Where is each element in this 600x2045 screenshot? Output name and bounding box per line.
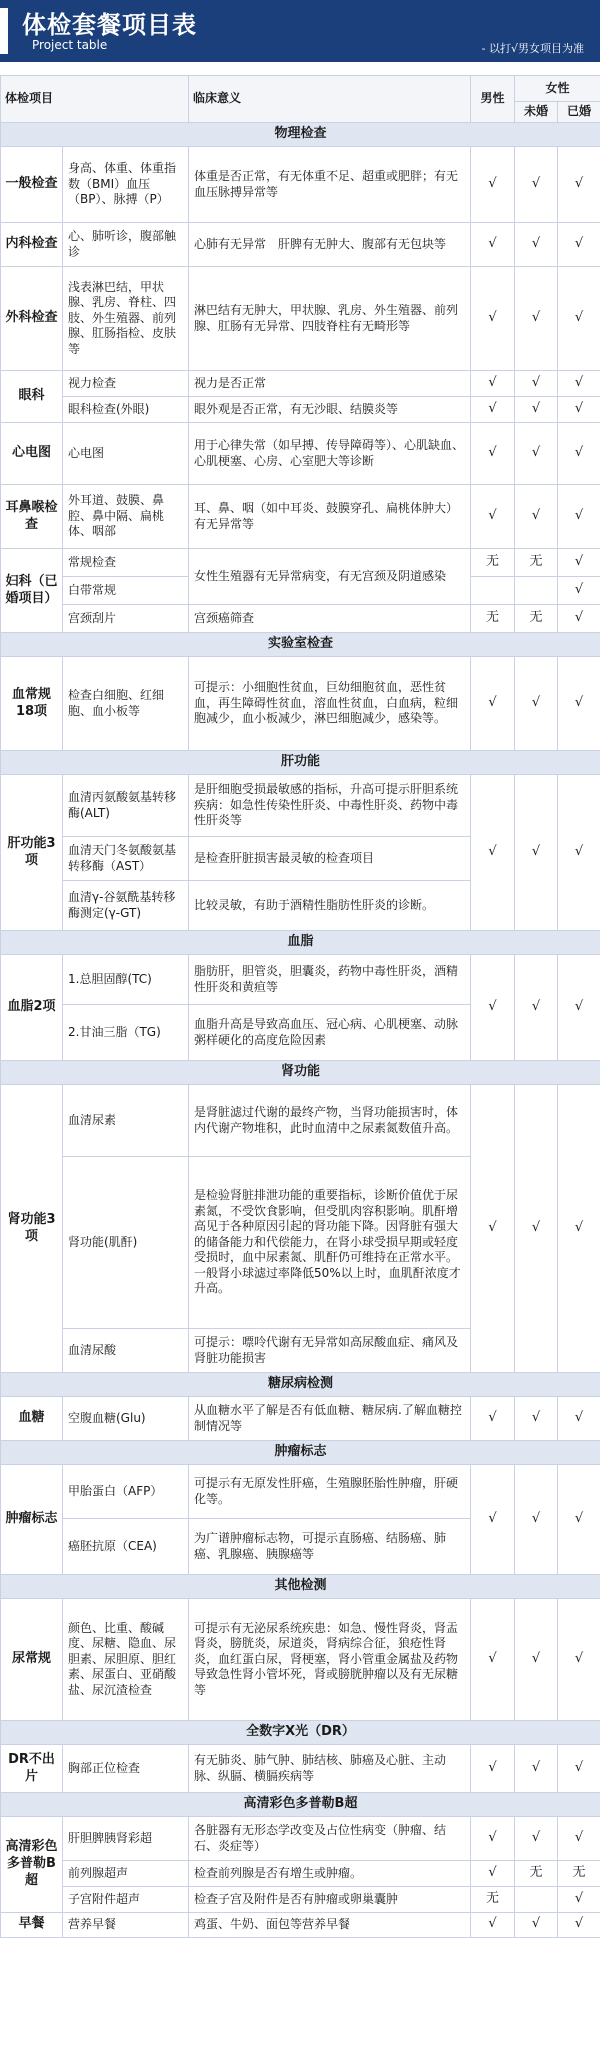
mark-married: √ bbox=[558, 1397, 600, 1441]
meaning-cell: 女性生殖器有无异常病变，有无宫颈及阴道感染 bbox=[189, 549, 471, 605]
section-header-row bbox=[1, 1721, 600, 1745]
item-cell: 1.总胆固醇(TC) bbox=[63, 955, 189, 1005]
mark-male: √ bbox=[471, 657, 515, 751]
item-cell: 外耳道、鼓膜、鼻腔、鼻中隔、扁桃体、咽部 bbox=[63, 485, 189, 549]
item-cell: 身高、体重、体重指数（BMI）血压（BP）、脉搏（P） bbox=[63, 147, 189, 223]
mark-married: √ bbox=[558, 775, 600, 931]
item-cell: 前列腺超声 bbox=[63, 1861, 189, 1887]
item-cell: 肝胆脾胰肾彩超 bbox=[63, 1817, 189, 1861]
mark-married: √ bbox=[558, 485, 600, 549]
section-title: 实验室检查 bbox=[1, 633, 600, 657]
section-header-row bbox=[1, 751, 600, 775]
meaning-cell: 从血糖水平了解是否有低血糖、糖尿病.了解血糖控制情况等 bbox=[189, 1397, 471, 1441]
mark-male: 无 bbox=[471, 549, 515, 577]
section-header-row bbox=[1, 931, 600, 955]
category-cell: 血糖 bbox=[1, 1397, 63, 1441]
category-cell: DR不出片 bbox=[1, 1745, 63, 1793]
meaning-cell: 眼外观是否正常，有无沙眼、结膜炎等 bbox=[189, 397, 471, 423]
category-cell: 心电图 bbox=[1, 423, 63, 485]
section-header-row bbox=[1, 123, 600, 147]
mark-male: √ bbox=[471, 1817, 515, 1861]
meaning-cell: 可提示有无原发性肝癌，生殖腺胚胎性肿瘤，肝硬化等。 bbox=[189, 1465, 471, 1519]
mark-single bbox=[515, 1887, 558, 1913]
category-cell: 血脂2项 bbox=[1, 955, 63, 1061]
mark-male: √ bbox=[471, 1397, 515, 1441]
mark-male: √ bbox=[471, 423, 515, 485]
mark-married: √ bbox=[558, 1599, 600, 1721]
meaning-cell: 淋巴结有无肿大，甲状腺、乳房、外生殖器、前列腺、肛肠有无异常、四肢脊柱有无畸形等 bbox=[189, 267, 471, 371]
mark-single: √ bbox=[515, 1745, 558, 1793]
item-cell: 颜色、比重、酸碱度、尿糖、隐血、尿胆素、尿胆原、胆红素、尿蛋白、亚硝酸盐、尿沉渣检查 bbox=[63, 1599, 189, 1721]
mark-male: √ bbox=[471, 1745, 515, 1793]
meaning-cell: 可提示：嘌呤代谢有无异常如高尿酸血症、痛风及肾脏功能损害 bbox=[189, 1329, 471, 1373]
mark-married: √ bbox=[558, 1745, 600, 1793]
mark-single: √ bbox=[515, 223, 558, 267]
mark-male: √ bbox=[471, 1085, 515, 1373]
item-cell: 心、肺听诊，腹部触诊 bbox=[63, 223, 189, 267]
header-note: - 以打√男女项目为准 bbox=[481, 42, 584, 55]
mark-married: √ bbox=[558, 1913, 600, 1938]
mark-married: √ bbox=[558, 423, 600, 485]
mark-male: √ bbox=[471, 1599, 515, 1721]
mark-single: √ bbox=[515, 955, 558, 1061]
section-title: 高清彩色多普勒B超 bbox=[1, 1793, 600, 1817]
mark-single: 无 bbox=[515, 605, 558, 633]
meaning-cell: 用于心律失常（如早搏、传导障碍等）、心肌缺血、心肌梗塞、心房、心室肥大等诊断 bbox=[189, 423, 471, 485]
table-row bbox=[1, 1913, 600, 1938]
section-title: 糖尿病检测 bbox=[1, 1373, 600, 1397]
mark-married: 无 bbox=[558, 1861, 600, 1887]
category-cell: 外科检查 bbox=[1, 267, 63, 371]
mark-single: 无 bbox=[515, 549, 558, 577]
section-title: 肾功能 bbox=[1, 1061, 600, 1085]
mark-married: √ bbox=[558, 1085, 600, 1373]
table-row bbox=[1, 775, 600, 837]
table-row bbox=[1, 1745, 600, 1793]
table-row bbox=[1, 657, 600, 751]
mark-single: √ bbox=[515, 1817, 558, 1861]
mark-married: √ bbox=[558, 371, 600, 397]
category-cell: 耳鼻喉检查 bbox=[1, 485, 63, 549]
item-cell: 肾功能(肌酐) bbox=[63, 1157, 189, 1329]
mark-single: √ bbox=[515, 775, 558, 931]
item-cell: 视力检查 bbox=[63, 371, 189, 397]
item-cell: 营养早餐 bbox=[63, 1913, 189, 1938]
mark-male: √ bbox=[471, 147, 515, 223]
item-cell: 甲胎蛋白（AFP） bbox=[63, 1465, 189, 1519]
mark-married: √ bbox=[558, 147, 600, 223]
item-cell: 血清丙氨酸氨基转移酶(ALT) bbox=[63, 775, 189, 837]
category-cell: 尿常规 bbox=[1, 1599, 63, 1721]
table-row bbox=[1, 423, 600, 485]
table-row bbox=[1, 955, 600, 1005]
col-header-male: 男性 bbox=[471, 76, 515, 123]
mark-single: √ bbox=[515, 1085, 558, 1373]
mark-male: √ bbox=[471, 775, 515, 931]
table-row bbox=[1, 267, 600, 371]
meaning-cell: 是检验肾脏排泄功能的重要指标，诊断价值优于尿素氮，不受饮食影响，但受肌肉容积影响。肌酐增高见于各种原因引起的肾功能下降。因肾脏有强大的储备能力和代偿能力，在肾小球受损早期或轻度受损时，血中尿素氮、肌酐仍可维持在正常水平。一般肾小球滤过率降低50%以上时，血肌酐浓度才升高。 bbox=[189, 1157, 471, 1329]
table-row bbox=[1, 1861, 600, 1887]
mark-male: 无 bbox=[471, 605, 515, 633]
mark-single: √ bbox=[515, 147, 558, 223]
mark-male: √ bbox=[471, 397, 515, 423]
mark-married: √ bbox=[558, 397, 600, 423]
table-row bbox=[1, 1397, 600, 1441]
col-header-item: 体检项目 bbox=[1, 76, 189, 123]
category-cell: 高清彩色多普勒B超 bbox=[1, 1817, 63, 1913]
meaning-cell: 为广谱肿瘤标志物，可提示直肠癌、结肠癌、肺癌、乳腺癌、胰腺癌等 bbox=[189, 1519, 471, 1575]
mark-married: √ bbox=[558, 1465, 600, 1575]
mark-male: √ bbox=[471, 371, 515, 397]
section-title: 物理检查 bbox=[1, 123, 600, 147]
header-accent-bar bbox=[0, 8, 8, 54]
meaning-cell: 是肝细胞受损最敏感的指标，升高可提示肝胆系统疾病：如急性传染性肝炎、中毒性肝炎、药物中毒性肝炎等 bbox=[189, 775, 471, 837]
mark-married: √ bbox=[558, 577, 600, 605]
section-title: 血脂 bbox=[1, 931, 600, 955]
page-subtitle: Project table bbox=[32, 38, 108, 52]
item-cell: 白带常规 bbox=[63, 577, 189, 605]
mark-single: √ bbox=[515, 267, 558, 371]
mark-male: √ bbox=[471, 1913, 515, 1938]
mark-male: √ bbox=[471, 223, 515, 267]
section-title: 肝功能 bbox=[1, 751, 600, 775]
page-header bbox=[0, 0, 600, 62]
item-cell: 血清γ-谷氨酰基转移酶测定(γ-GT) bbox=[63, 881, 189, 931]
item-cell: 检查白细胞、红细胞、血小板等 bbox=[63, 657, 189, 751]
table-row bbox=[1, 485, 600, 549]
item-cell: 癌胚抗原（CEA) bbox=[63, 1519, 189, 1575]
meaning-cell: 脂肪肝，胆管炎，胆囊炎，药物中毒性肝炎，酒精性肝炎和黄疸等 bbox=[189, 955, 471, 1005]
meaning-cell: 心肺有无异常 肝脾有无肿大、腹部有无包块等 bbox=[189, 223, 471, 267]
table-body bbox=[1, 123, 600, 1938]
section-header-row bbox=[1, 1575, 600, 1599]
table-row bbox=[1, 147, 600, 223]
mark-married: √ bbox=[558, 955, 600, 1061]
meaning-cell: 鸡蛋、牛奶、面包等营养早餐 bbox=[189, 1913, 471, 1938]
mark-male bbox=[471, 577, 515, 605]
item-cell: 空腹血糖(Glu) bbox=[63, 1397, 189, 1441]
category-cell: 肿瘤标志 bbox=[1, 1465, 63, 1575]
meaning-cell: 有无肺炎、肺气肿、肺结核、肺癌及心脏、主动脉、纵膈、横膈疾病等 bbox=[189, 1745, 471, 1793]
meaning-cell: 视力是否正常 bbox=[189, 371, 471, 397]
col-header-meaning: 临床意义 bbox=[189, 76, 471, 123]
item-cell: 常规检查 bbox=[63, 549, 189, 577]
meaning-cell: 检查前列腺是否有增生或肿瘤。 bbox=[189, 1861, 471, 1887]
mark-male: 无 bbox=[471, 1887, 515, 1913]
section-header-row bbox=[1, 633, 600, 657]
category-cell: 一般检查 bbox=[1, 147, 63, 223]
mark-married: √ bbox=[558, 1817, 600, 1861]
section-title: 全数字X光（DR） bbox=[1, 1721, 600, 1745]
mark-single: √ bbox=[515, 423, 558, 485]
mark-single: √ bbox=[515, 1599, 558, 1721]
category-cell: 肝功能3项 bbox=[1, 775, 63, 931]
category-cell: 眼科 bbox=[1, 371, 63, 423]
category-cell: 内科检查 bbox=[1, 223, 63, 267]
item-cell: 血清天门冬氨酸氨基转移酶（AST） bbox=[63, 837, 189, 881]
mark-married: √ bbox=[558, 657, 600, 751]
mark-single: √ bbox=[515, 397, 558, 423]
item-cell: 血清尿酸 bbox=[63, 1329, 189, 1373]
mark-single: √ bbox=[515, 657, 558, 751]
section-title: 肿瘤标志 bbox=[1, 1441, 600, 1465]
table-row bbox=[1, 371, 600, 397]
item-cell: 心电图 bbox=[63, 423, 189, 485]
mark-married: √ bbox=[558, 549, 600, 577]
table-row bbox=[1, 1465, 600, 1519]
category-cell: 妇科（已婚项目） bbox=[1, 549, 63, 633]
project-table bbox=[0, 75, 600, 1938]
item-cell: 眼科检查(外眼) bbox=[63, 397, 189, 423]
mark-single: √ bbox=[515, 371, 558, 397]
mark-married: √ bbox=[558, 605, 600, 633]
table-row bbox=[1, 1085, 600, 1157]
item-cell: 胸部正位检查 bbox=[63, 1745, 189, 1793]
meaning-cell: 各脏器有无形态学改变及占位性病变（肿瘤、结石、炎症等） bbox=[189, 1817, 471, 1861]
section-title: 其他检测 bbox=[1, 1575, 600, 1599]
category-cell: 血常规18项 bbox=[1, 657, 63, 751]
category-cell: 肾功能3项 bbox=[1, 1085, 63, 1373]
mark-single: √ bbox=[515, 485, 558, 549]
category-cell: 早餐 bbox=[1, 1913, 63, 1938]
item-cell: 宫颈刮片 bbox=[63, 605, 189, 633]
mark-single: √ bbox=[515, 1397, 558, 1441]
mark-married: √ bbox=[558, 1887, 600, 1913]
mark-male: √ bbox=[471, 267, 515, 371]
meaning-cell: 血脂升高是导致高血压、冠心病、心肌梗塞、动脉粥样硬化的高度危险因素 bbox=[189, 1005, 471, 1061]
meaning-cell: 耳、鼻、咽（如中耳炎、鼓膜穿孔、扁桃体肿大）有无异常等 bbox=[189, 485, 471, 549]
mark-male: √ bbox=[471, 1465, 515, 1575]
meaning-cell: 宫颈癌筛查 bbox=[189, 605, 471, 633]
meaning-cell: 可提示：小细胞性贫血，巨幼细胞贫血，恶性贫血，再生障碍性贫血，溶血性贫血，白血病，粒细胞减少，血小板减少，淋巴细胞减少，感染等。 bbox=[189, 657, 471, 751]
mark-male: √ bbox=[471, 485, 515, 549]
col-header-female: 女性 bbox=[515, 76, 600, 102]
col-header-married: 已婚 bbox=[558, 102, 600, 123]
meaning-cell: 比较灵敏，有助于酒精性脂肪性肝炎的诊断。 bbox=[189, 881, 471, 931]
page-title: 体检套餐项目表 bbox=[22, 11, 197, 39]
meaning-cell: 是检查肝脏损害最灵敏的检查项目 bbox=[189, 837, 471, 881]
section-header-row bbox=[1, 1441, 600, 1465]
section-header-row bbox=[1, 1061, 600, 1085]
mark-married: √ bbox=[558, 267, 600, 371]
meaning-cell: 检查子宫及附件是否有肿瘤或卵巢囊肿 bbox=[189, 1887, 471, 1913]
mark-male: √ bbox=[471, 955, 515, 1061]
item-cell: 子宫附件超声 bbox=[63, 1887, 189, 1913]
mark-single: √ bbox=[515, 1913, 558, 1938]
mark-male: √ bbox=[471, 1861, 515, 1887]
table-row bbox=[1, 223, 600, 267]
table-row bbox=[1, 397, 600, 423]
mark-single: 无 bbox=[515, 1861, 558, 1887]
item-cell: 血清尿素 bbox=[63, 1085, 189, 1157]
table-row bbox=[1, 1817, 600, 1861]
section-header-row bbox=[1, 1373, 600, 1397]
section-header-row bbox=[1, 1793, 600, 1817]
col-header-single: 未婚 bbox=[515, 102, 558, 123]
item-cell: 2.甘油三脂（TG) bbox=[63, 1005, 189, 1061]
item-cell: 浅表淋巴结，甲状腺、乳房、脊柱、四肢、外生殖器、前列腺、肛肠指检、皮肤等 bbox=[63, 267, 189, 371]
table-row bbox=[1, 605, 600, 633]
meaning-cell: 是肾脏滤过代谢的最终产物，当肾功能损害时，体内代谢产物堆积，此时血清中之尿素氮数值升高。 bbox=[189, 1085, 471, 1157]
meaning-cell: 可提示有无泌尿系统疾患：如急、慢性肾炎，肾盂肾炎，膀胱炎，尿道炎，肾病综合征，狼疮性肾炎，血红蛋白尿，肾梗塞，肾小管重金属盐及药物导致急性肾小管坏死，肾或膀胱肿瘤以及有无尿糖等 bbox=[189, 1599, 471, 1721]
table-row bbox=[1, 549, 600, 577]
table-row bbox=[1, 1599, 600, 1721]
mark-married: √ bbox=[558, 223, 600, 267]
mark-single: √ bbox=[515, 1465, 558, 1575]
mark-single bbox=[515, 577, 558, 605]
table-row bbox=[1, 1887, 600, 1913]
meaning-cell: 体重是否正常，有无体重不足、超重或肥胖；有无血压脉搏异常等 bbox=[189, 147, 471, 223]
